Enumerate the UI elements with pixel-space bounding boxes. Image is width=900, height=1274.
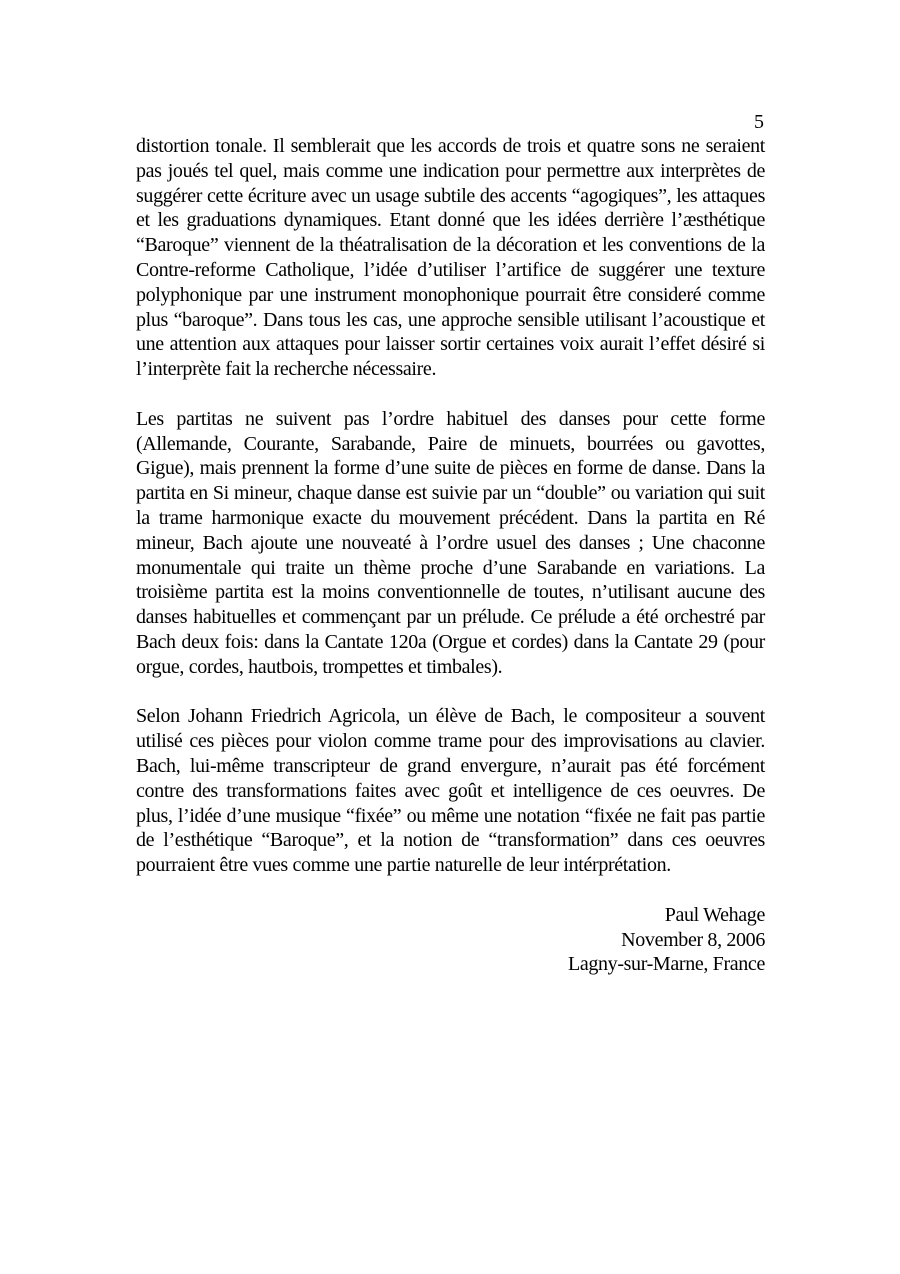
- paragraph: Selon Johann Friedrich Agricola, un élève de Bach, le compositeur a souvent utilisé ces pièces pour violon comme trame pour des improvisations au clavier. Bach, lui-même transcripteur de grand envergure, n’aurait pas été forcément contre des transformations faites avec goût et intelligence de ces oeuvres. De plus, l’idée d’une musique “fixée” ou même une notation “fixée ne fait pas partie de l’esthétique “Baroque”, et la notion de “transformation” dans ces oeuvres pourraient être vues comme une partie naturelle de leur intérprétation.: [136, 705, 765, 877]
- page-number: 5: [754, 111, 764, 133]
- signature-date: November 8, 2006: [621, 928, 765, 951]
- signature-block: [136, 903, 765, 977]
- document-body: [136, 134, 765, 977]
- paragraph: Les partitas ne suivent pas l’ordre habituel des danses pour cette forme (Allemande, Courante, Sarabande, Paire de minuets, bourrées ou gavottes, Gigue), mais prennent la forme d’une suite de pièces en forme de danse. Dans la partita en Si mineur, chaque danse est suivie par un “double” ou variation qui suit la trame harmonique exacte du mouvement précédent. Dans la partita en Ré mineur, Bach ajoute une nouveaté à l’ordre usuel des danses ; Une chaconne monumentale qui traite un thème proche d’une Sarabande en variations. La troisième partita est la moins conventionnelle de toutes, n’utilisant aucune des danses habituelles et commençant par un prélude. Ce prélude a été orchestré par Bach deux fois: dans la Cantate 120a (Orgue et cordes) dans la Cantate 29 (pour orgue, cordes, hautbois, trompettes et timbales).: [136, 407, 765, 678]
- author-name: Paul Wehage: [664, 903, 765, 926]
- signature-place: Lagny-sur-Marne, France: [567, 953, 765, 976]
- paragraph: distortion tonale. Il semblerait que les accords de trois et quatre sons ne seraient pas joués tel quel, mais comme une indication pour permettre aux interprètes de suggérer cette écriture avec un usage subtile des accents “agogiques”, les attaques et les graduations dynamiques. Etant donné que les idées derrière l’æsthétique “Baroque” viennent de la théatralisation de la décoration et les conventions de la Contre-reforme Catholique, l’idée d’utiliser l’artifice de suggérer une texture polyphonique par une instrument monophonique pourrait être consideré comme plus “baroque”. Dans tous les cas, une approche sensible utilisant l’acoustique et une attention aux attaques pour laisser sortir certaines voix aurait l’effet désiré si l’interprète fait la recherche nécessaire.: [136, 135, 765, 381]
